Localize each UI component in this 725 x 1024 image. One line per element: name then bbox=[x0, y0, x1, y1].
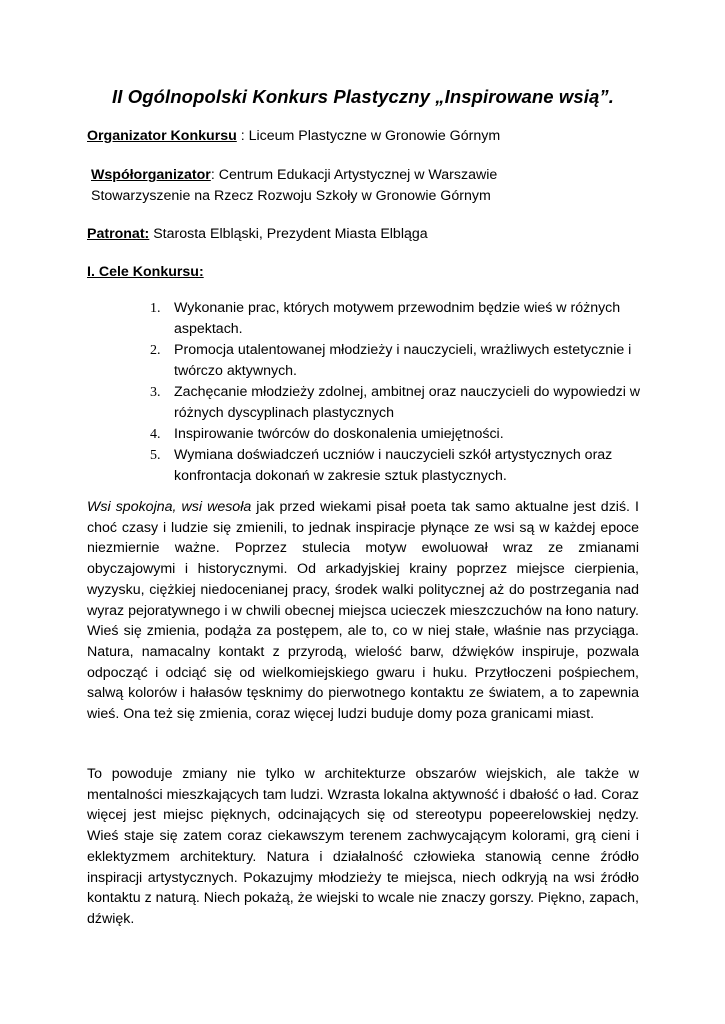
coorganizer-line-2 bbox=[91, 186, 491, 206]
organizer-separator: : bbox=[236, 128, 249, 144]
page-title: II Ogólnopolski Konkurs Plastyczny „Inspirowane wsią”. bbox=[112, 86, 614, 107]
body-paragraph-1 bbox=[87, 497, 639, 725]
list-item-number: 4. bbox=[150, 427, 161, 442]
list-item bbox=[150, 340, 650, 382]
list-item-text: Inspirowanie twórców do doskonalenia umiejętności. bbox=[174, 426, 504, 442]
list-item-text: Wykonanie prac, których motywem przewodnim będzie wieś w różnych aspektach. bbox=[174, 300, 621, 337]
list-item bbox=[150, 424, 650, 445]
coorganizer-value-1: Centrum Edukacji Artystycznej w Warszawie bbox=[218, 167, 498, 183]
list-item bbox=[150, 445, 650, 487]
list-item-number: 3. bbox=[150, 385, 161, 400]
list-item-number: 1. bbox=[150, 301, 161, 316]
list-item-number: 5. bbox=[150, 448, 161, 463]
organizer-line bbox=[87, 126, 500, 146]
list-item-number: 2. bbox=[150, 343, 161, 358]
body-paragraph-2: To powoduje zmiany nie tylko w architekturze obszarów wiejskich, ale także w mentalności mieszkających tam ludzi. Wzrasta lokalna aktywność i dbałość o ład. Coraz więcej jest miejsc pięknych, odcinających się od stereotypu popeerelowskiej nędzy. Wieś staje się zatem coraz ciekawszym terenem zachwycającym kolorami, grą cieni i eklektyzmem architektury. Natura i działalność człowieka stanowią cenne źródło inspiracji artystycznych. Pokazujmy młodzieży te miejsca, niech odkryją na wsi źródło kontaktu z naturą. Niech pokażą, że wiejski to wcale nie znaczy gorszy. Piękno, zapach, dźwięk. bbox=[87, 766, 639, 927]
list-item-text: Promocja utalentowanej młodzieży i nauczycieli, wrażliwych estetycznie i twórczo aktywnych. bbox=[174, 342, 632, 379]
patronage-label: Patronat: bbox=[87, 226, 150, 242]
goals-list bbox=[150, 298, 650, 487]
list-item bbox=[150, 382, 650, 424]
paragraph-1-text: jak przed wiekami pisał poeta tak samo aktualne jest dziś. I choć czasy i ludzie się zmienili, to jednak inspiracje płynące ze wsi są w każdej epoce niezmiernie ważne. Poprzez stulecia motyw ewoluował wraz ze zmianami obyczajowymi i historycznymi. Od arkadyjskiej krainy poprzez miejsce cierpienia, wyzysku, ciężkiej niedocenianej pracy, środek walki politycznej aż do postrzegania nad wyraz pejoratywnego i w chwili obecnej miejsca ucieczek mieszczuchów na łono natury. Wieś się zmienia, podąża za postępem, ale to, co w niej stałe, właśnie nas przyciąga. Natura, namacalny kontakt z przyrodą, wielość barw, dźwięków inspiruje, pozwala odpocząć i odciąć się od wielkomiejskiego gwaru i huku. Przytłoczeni pośpiechem, salwą kolorów i hałasów tęsknimy do pierwotnego kontaktu ze światem, a to zapewnia wieś. Ona też się zmienia, coraz więcej ludzi buduje domy poza granicami miast. bbox=[87, 499, 639, 723]
list-item bbox=[150, 298, 650, 340]
list-item-text: Zachęcanie młodzieży zdolnej, ambitnej oraz nauczycieli do wypowiedzi w różnych dyscyplinach plastycznych bbox=[174, 384, 641, 421]
coorganizer-label: Współorganizator bbox=[91, 167, 211, 183]
patronage-line bbox=[87, 224, 428, 244]
list-item-text: Wymiana doświadczeń uczniów i nauczycieli szkół artystycznych oraz konfrontacja dokonań w zakresie sztuk plastycznych. bbox=[174, 447, 613, 484]
patronage-value: Starosta Elbląski, Prezydent Miasta Elbląga bbox=[149, 226, 428, 242]
coorganizer-line bbox=[91, 165, 497, 185]
coorganizer-separator: : bbox=[210, 167, 219, 183]
organizer-value: Liceum Plastyczne w Gronowie Górnym bbox=[248, 128, 501, 144]
poem-quote: Wsi spokojna, wsi wesoła bbox=[87, 499, 252, 515]
goals-heading: I. Cele Konkursu: bbox=[87, 264, 204, 280]
organizer-label: Organizator Konkursu bbox=[87, 128, 237, 144]
coorganizer-value-2: Stowarzyszenie na Rzecz Rozwoju Szkoły w Gronowie Górnym bbox=[91, 188, 491, 204]
